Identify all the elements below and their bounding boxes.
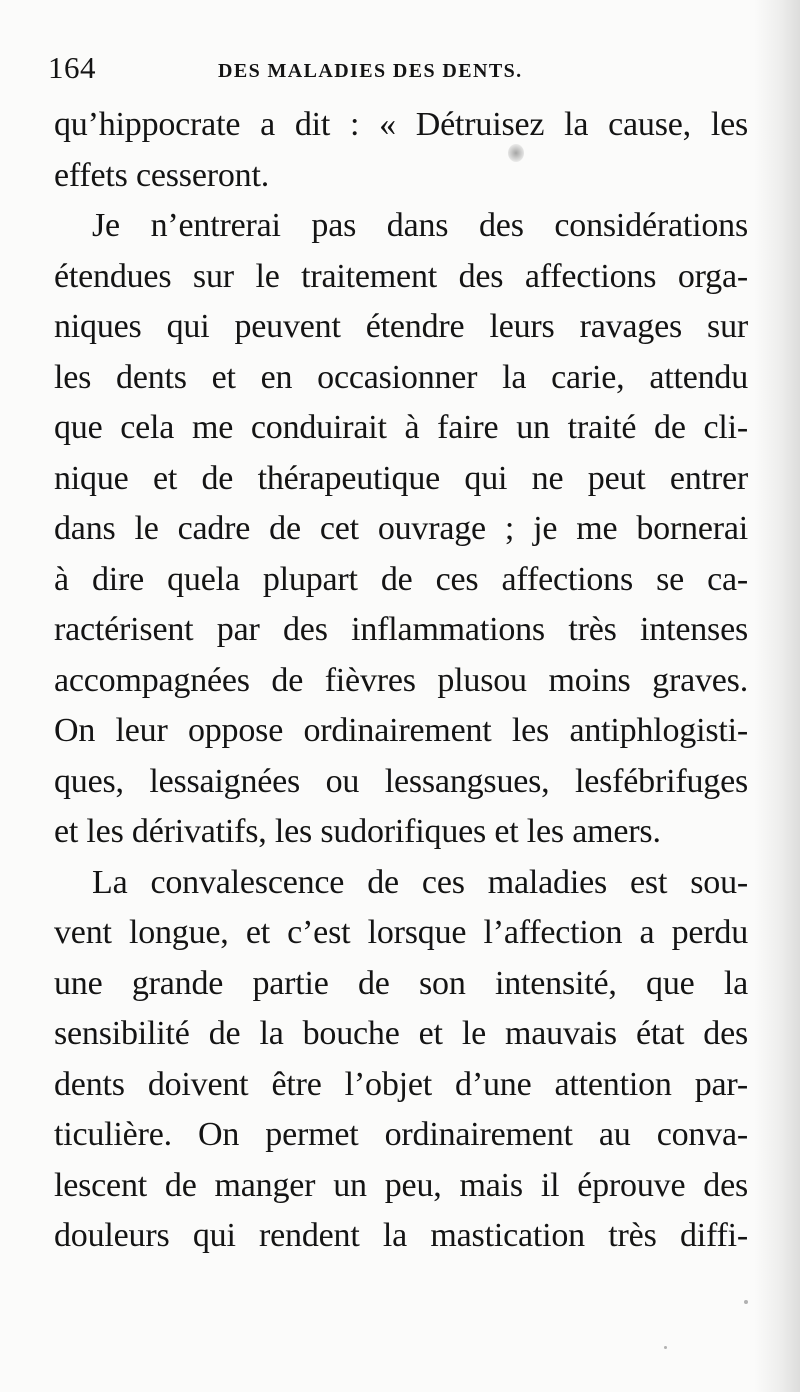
paper-speck xyxy=(744,1300,748,1304)
text-line: nique et de thérapeutique qui ne peut entrer xyxy=(54,459,748,497)
page-edge-shadow xyxy=(754,0,800,1392)
text-line: dents doivent être l’objet d’une attention par- xyxy=(54,1065,748,1103)
running-head: DES MALADIES DES DENTS. xyxy=(218,60,523,82)
text-line: dans le cadre de cet ouvrage ; je me bornerai xyxy=(54,510,748,547)
paper-speck xyxy=(508,144,524,162)
text-line: lescent de manger un peu, mais il éprouve des xyxy=(54,1166,748,1204)
text-line: les dents et en occasionner la carie, attendu xyxy=(54,358,748,396)
text-line: ques, lessaignées ou lessangsues, lesfébrifuges xyxy=(54,762,748,800)
text-line: ticulière. On permet ordinairement au conva- xyxy=(54,1116,748,1153)
text-line: La convalescence de ces maladies est sou- xyxy=(92,863,748,901)
text-line: une grande partie de son intensité, que la xyxy=(54,964,748,1002)
text-line: effets cesseront. xyxy=(54,156,269,194)
text-line: à dire quela plupart de ces affections se ca- xyxy=(54,560,748,598)
text-line: et les dérivatifs, les sudorifiques et les amers. xyxy=(54,813,661,850)
text-line: que cela me conduirait à faire un traité de cli- xyxy=(54,409,748,446)
text-line: On leur oppose ordinairement les antiphlogisti- xyxy=(54,712,748,749)
page-number: 164 xyxy=(48,50,96,85)
text-line: vent longue, et c’est lorsque l’affection a perdu xyxy=(54,914,748,951)
paper-speck xyxy=(664,1346,667,1349)
page-header xyxy=(48,48,748,92)
text-line: sensibilité de la bouche et le mauvais état des xyxy=(54,1015,748,1052)
text-line: accompagnées de fièvres plusou moins graves. xyxy=(54,661,748,699)
text-line: niques qui peuvent étendre leurs ravages sur xyxy=(54,308,748,345)
text-line: qu’hippocrate a dit : « Détruisez la cause, les xyxy=(54,106,748,143)
text-line: étendues sur le traitement des affections orga- xyxy=(54,257,748,295)
body-text xyxy=(54,100,748,1262)
text-line: ractérisent par des inflammations très intenses xyxy=(54,611,748,648)
text-line: Je n’entrerai pas dans des considérations xyxy=(92,207,748,244)
text-line: douleurs qui rendent la mastication très diffi- xyxy=(54,1217,748,1254)
